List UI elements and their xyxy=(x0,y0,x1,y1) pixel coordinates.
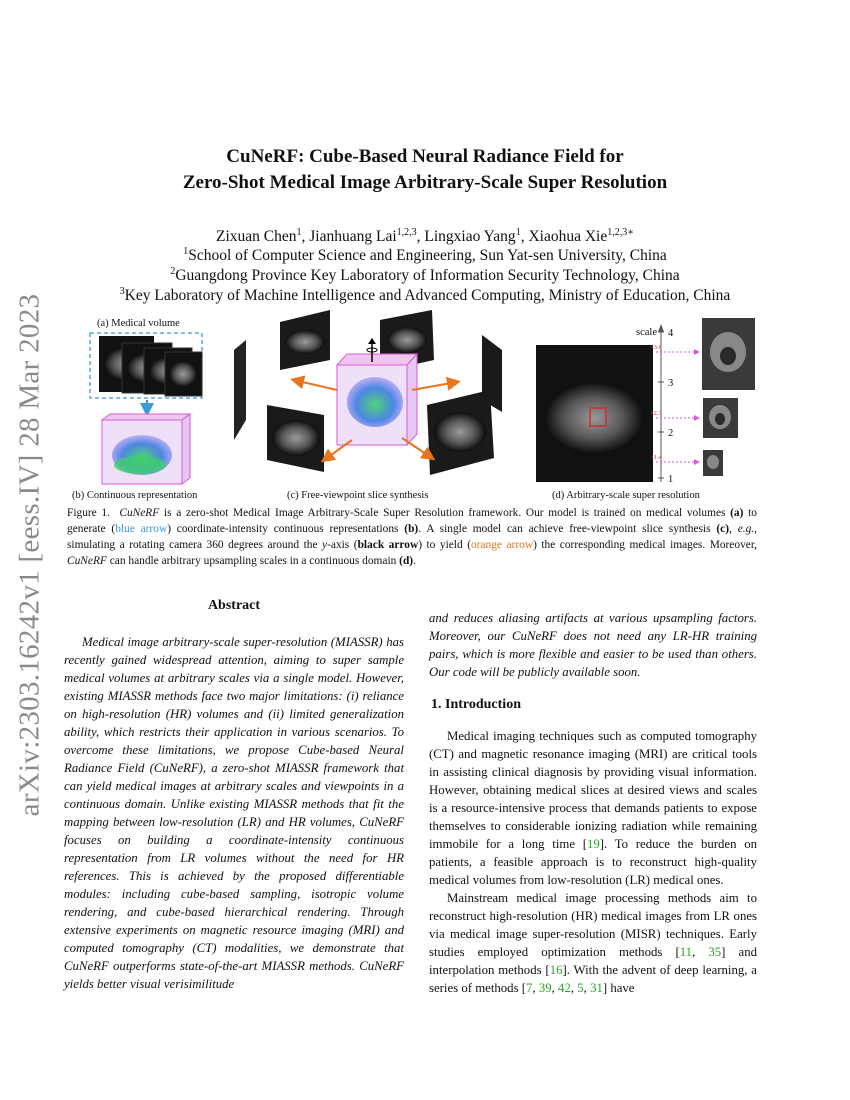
figure-caption xyxy=(67,505,757,569)
ct-slice-large xyxy=(536,345,653,482)
author-sup: 1,2,3∗ xyxy=(607,227,634,238)
author-name: Jianhuang Lai xyxy=(309,228,397,245)
intro-paragraph-2: Mainstream medical image processing methods aim to reconstruct high-resolution (HR) medical images from LR ones via medical image super-resolution (MISR) techniques. Early studies employed optimization methods [11, 35] and interpolation methods [16]. With the advent of deep learning, a series of methods [7, 39, 42, 5, 31] have xyxy=(429,891,758,995)
caption-orange-arrow: orange arrow xyxy=(470,539,534,551)
caption-text: , simulating a rotating camera 360 degrees around the xyxy=(67,523,757,551)
caption-text: , xyxy=(729,523,738,535)
paper-title-line1: CuNeRF: Cube-Based Neural Radiance Field for xyxy=(226,146,624,167)
caption-text: CuNeRF xyxy=(67,555,107,567)
caption-text: is a zero-shot Medical Image Arbitrary-Scale Super Resolution framework. Our model is trained on medical volumes xyxy=(159,507,731,519)
paper-title-line2: Zero-Shot Medical Image Arbitrary-Scale Super Resolution xyxy=(182,172,668,193)
caption-text: CuNeRF xyxy=(119,507,160,519)
abstract-heading: Abstract xyxy=(207,598,261,613)
affiliation-sup: 1 xyxy=(183,246,189,257)
caption-text: ) the corresponding medical images. Moreover, xyxy=(533,539,757,551)
scale-label: scale xyxy=(636,327,657,338)
affiliation-text: Key Laboratory of Machine Intelligence and Advanced Computing, Ministry of Education, China xyxy=(124,287,731,304)
author-name: Lingxiao Yang xyxy=(424,228,516,245)
author-list xyxy=(0,226,850,247)
center-cube xyxy=(337,354,417,445)
intro-text: ]. To reduce the burden on patients, a feasible approach is to reconstruct high-quality medical volumes from low-resolution (LR) medical ones. xyxy=(429,837,757,887)
intro-text: ] have xyxy=(602,981,635,995)
scale-tick-3: 3 xyxy=(668,378,674,389)
affiliation-sup: 2 xyxy=(170,266,176,277)
caption-text: . A single model can achieve free-viewpoint slice synthesis xyxy=(418,523,717,535)
intro-paragraph-1 xyxy=(429,727,757,889)
label-d: (d) Arbitrary-scale super resolution xyxy=(552,490,700,501)
intro-heading: 1. Introduction xyxy=(431,697,521,712)
abstract-text: Medical image arbitrary-scale super-resolution (MIASSR) has recently gained widespread attention, aiming to super sample medical volumes at arbitrary scales via a single model. However, existing MIASSR methods face two major limitations: (i) reliance on high-resolution (HR) volumes and (ii) limited generalization ability, which restricts their application in various scenarios. To overcome these limitations, we propose Cube-based Neural Radiance Field (CuNeRF), a zero-shot MIASSR framework that can yield medical images at arbitrary scales and viewpoints in a continuous domain. Unlike existing MIASSR methods that fit the mapping between low-resolution (LR) and HR volumes, CuNeRF focuses on building a coordinate-intensity continuous representation from LR volumes without the need for HR references. This is achieved by the proposed differentiable modules: including cube-based sampling, isotropic volume rendering, and cube-based hierarchical rendering. Through extensive experiments on magnetic resource imaging (MRI) and computed tomography (CT) modalities, we demonstrate that CuNeRF outperforms state-of-the-art MIASSR methods. CuNeRF yields better visual verisimilitude xyxy=(64,635,404,991)
affiliation-2 xyxy=(0,265,850,286)
scale-tick-4: 4 xyxy=(668,328,674,339)
caption-text: y xyxy=(322,539,328,551)
scale-mark-14: ×1.4 xyxy=(650,454,662,461)
author-sep: , xyxy=(301,228,310,245)
caption-text: (d) xyxy=(399,555,414,567)
label-c: (c) Free-viewpoint slice synthesis xyxy=(287,490,429,501)
caption-text: . xyxy=(413,555,416,567)
caption-text: to generate ( xyxy=(67,507,757,535)
intro-text: Medical imaging techniques such as computed tomography (CT) and magnetic resonance imaging (MRI) are critical tools in assisting clinical diagnosis by providing visual information. However, obtaining medical slices at desired views and scales is a resource-intensive process that demands patients to expose themselves to considerable ionizing radiation while remaining immobile for a long time [ xyxy=(429,729,757,851)
caption-text: ) to yield ( xyxy=(418,539,471,551)
caption-text: ) coordinate-intensity continuous representations xyxy=(167,523,405,535)
scale-markers xyxy=(650,344,698,462)
caption-text: can handle arbitrary upsampling scales in a continuous domain xyxy=(106,555,400,567)
author-name: Zixuan Chen xyxy=(216,228,297,245)
citation-link[interactable]: 7 xyxy=(526,981,533,995)
citation-link[interactable]: 16 xyxy=(549,963,563,977)
intro-text: ]. With the advent of deep learning, a series of methods [ xyxy=(429,963,757,995)
continuous-cube xyxy=(102,414,190,484)
caption-text: (a) xyxy=(730,507,744,519)
sr-crops xyxy=(702,318,755,476)
citation-link[interactable]: 39 xyxy=(538,981,552,995)
scale-mark-23: ×2.3 xyxy=(650,410,662,417)
intro-text: Mainstream medical image processing methods aim to reconstruct high-resolution (HR) medical images from LR ones via medical image super-resolution (MISR) techniques. Early studies employed optimization methods [ xyxy=(429,891,757,959)
citation-link[interactable]: 19 xyxy=(587,837,600,851)
intro-text: ] and interpolation methods [ xyxy=(429,945,758,977)
affiliation-text: School of Computer Science and Engineering, Sun Yat-sen University, China xyxy=(188,247,667,264)
label-a: (a) Medical volume xyxy=(97,318,180,329)
caption-fig-label: Figure 1. xyxy=(67,507,110,519)
arxiv-sidebar xyxy=(10,285,50,825)
author-sup: 1,2,3 xyxy=(396,227,417,238)
caption-text: black arrow xyxy=(357,539,419,551)
ct-stack xyxy=(99,336,202,396)
scale-tick-2: 2 xyxy=(668,428,674,439)
scale-tick-1: 1 xyxy=(668,474,674,485)
abstract-continued-text: and reduces aliasing artifacts at various upsampling factors. Moreover, our CuNeRF does not need any LR-HR training pairs, which is more flexible and easier to be used than others. Our code will be publicly available soon. xyxy=(429,611,757,679)
author-sep: , xyxy=(416,228,425,245)
label-b: (b) Continuous representation xyxy=(72,490,198,501)
caption-blue-arrow: blue arrow xyxy=(115,523,168,535)
author-name: Xiaohua Xie xyxy=(528,228,608,245)
intro-column xyxy=(429,727,757,997)
author-sep: , xyxy=(520,228,529,245)
citation-link[interactable]: 5 xyxy=(577,981,584,995)
abstract-continued xyxy=(429,609,757,681)
affiliation-sup: 3 xyxy=(119,286,125,297)
affiliation-text: Guangdong Province Key Laboratory of Information Security Technology, China xyxy=(175,267,680,284)
slice-left xyxy=(234,340,246,440)
caption-text: (c) xyxy=(716,523,730,535)
citation-link[interactable]: 11 xyxy=(679,945,693,959)
caption-text: (b) xyxy=(404,523,419,535)
scale-mark-36: ×3.6 xyxy=(650,344,662,351)
caption-text: -axis ( xyxy=(327,539,358,551)
author-sup: 1 xyxy=(296,227,302,238)
caption-text: e.g. xyxy=(737,523,755,535)
citation-link[interactable]: 31 xyxy=(590,981,603,995)
figure-1 xyxy=(62,310,788,505)
abstract-column xyxy=(64,633,404,993)
citation-link[interactable]: 35 xyxy=(708,945,722,959)
arxiv-identifier: arXiv:2303.16242v1 [eess.IV] 28 Mar 2023 xyxy=(13,293,46,817)
affiliation-3 xyxy=(0,285,850,306)
citation-link[interactable]: 42 xyxy=(558,981,571,995)
affiliation-1 xyxy=(0,245,850,266)
author-sup: 1 xyxy=(515,227,521,238)
intro-text: , xyxy=(692,945,709,959)
